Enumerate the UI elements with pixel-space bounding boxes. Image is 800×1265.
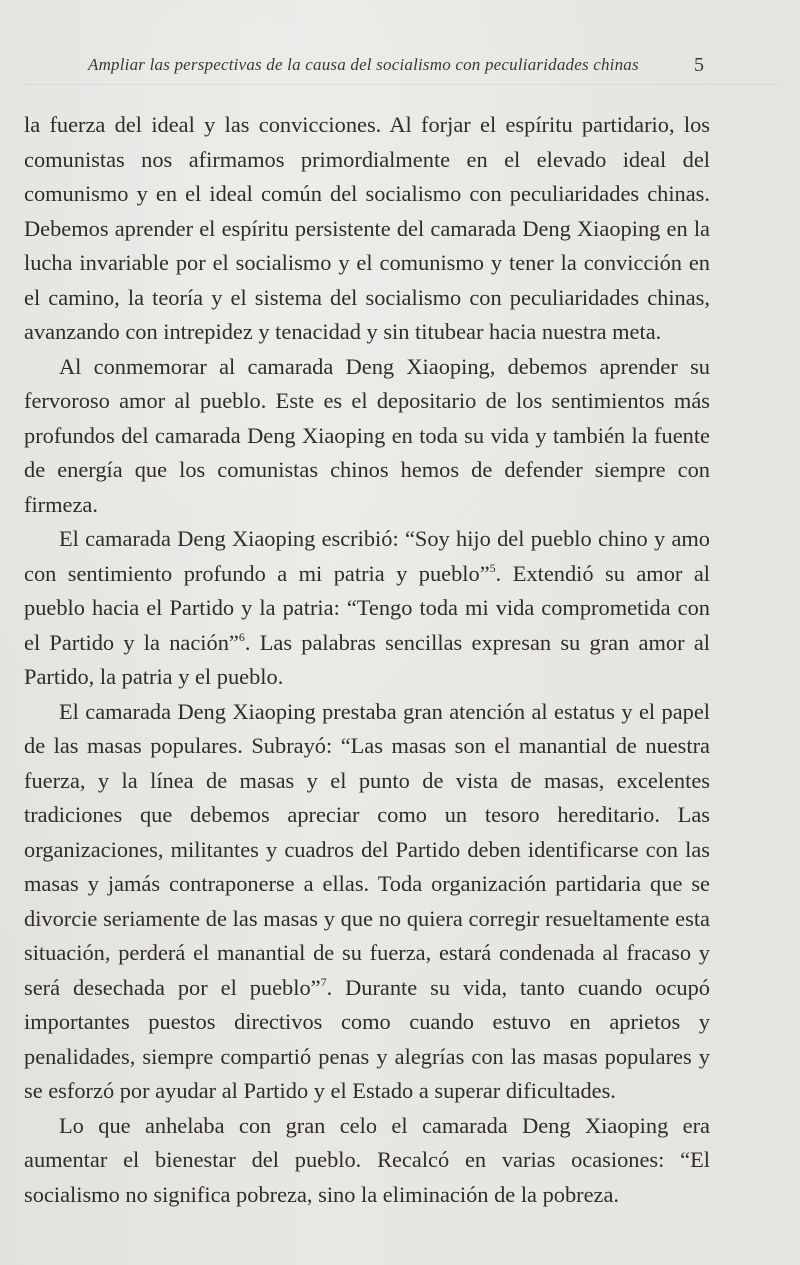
paragraph-5-text: Lo que anhelaba con gran celo el camarada Deng Xiaoping era aumentar el bienestar del pueblo. Recalcó en varias ocasiones: “El socialismo no significa pobreza, sino la eliminación de la pobreza. xyxy=(24,1112,710,1207)
paragraph-5 xyxy=(24,1109,710,1213)
paragraph-4 xyxy=(24,695,710,1109)
paragraph-3-part-1: El camarada Deng Xiaoping escribió: “Soy hijo del pueblo chino y amo con sentimiento profundo a mi patria y pueblo” xyxy=(24,526,710,586)
footnote-ref-6: 6 xyxy=(238,629,245,644)
page-number: 5 xyxy=(694,54,704,76)
paragraph-3 xyxy=(24,522,710,695)
footnote-ref-7: 7 xyxy=(320,974,327,989)
paragraph-1-text: la fuerza del ideal y las convicciones. Al forjar el espíritu partidario, los comunistas nos afirmamos primordialmente en el elevado ideal del comunismo y en el ideal común del socialismo con peculiaridades chinas. Debemos aprender el espíritu persistente del camarada Deng Xiaoping en la lucha invariable por el socialismo y el comunismo y tener la convicción en el camino, la teoría y el sistema del socialismo con peculiaridades chinas, avanzando con intrepidez y tenacidad y sin titubear hacia nuestra meta. xyxy=(24,112,710,344)
paragraph-2-text: Al conmemorar al camarada Deng Xiaoping, debemos aprender su fervoroso amor al pueblo. Este es el depositario de los sentimientos más profundos del camarada Deng Xiaoping en toda su vida y también la fuente de energía que los comunistas chinos hemos de defender siempre con firmeza. xyxy=(24,353,710,517)
faint-watermark: · · · · · · · · xyxy=(440,448,532,535)
body-text xyxy=(24,108,710,1212)
paragraph-2 xyxy=(24,350,710,523)
running-header: Ampliar las perspectivas de la causa del socialismo con peculiaridades chinas xyxy=(88,55,639,74)
footnote-ref-5: 5 xyxy=(489,560,496,575)
paragraph-3-part-3: . Las palabras sencillas expresan su gran amor al Partido, la patria y el pueblo. xyxy=(24,629,710,689)
paragraph-4-part-2: . Durante su vida, tanto cuando ocupó importantes puestos directivos como cuando estuvo en aprietos y penalidades, siempre compartió penas y alegrías con las masas populares y se esforzó por ayudar al Partido y el Estado a superar dificultades. xyxy=(24,974,710,1103)
paragraph-4-part-1: El camarada Deng Xiaoping prestaba gran atención al estatus y el papel de las masas populares. Subrayó: “Las masas son el manantial de nuestra fuerza, y la línea de masas y el punto de vista de masas, excelentes tradiciones que debemos apreciar como un tesoro hereditario. Las organizaciones, militantes y cuadros del Partido deben identificarse con las masas y jamás contraponerse a ellas. Toda organización partidaria que se divorcie seriamente de las masas y que no quiera corregir resueltamente esta situación, perderá el manantial de su fuerza, estará condenada al fracaso y será desechada por el pueblo” xyxy=(24,698,710,1000)
header-divider xyxy=(20,84,780,85)
paragraph-3-part-2: . Extendió su amor al pueblo hacia el Partido y la patria: “Tengo toda mi vida comprometida con el Partido y la nación” xyxy=(24,560,710,655)
paragraph-1 xyxy=(24,108,710,350)
